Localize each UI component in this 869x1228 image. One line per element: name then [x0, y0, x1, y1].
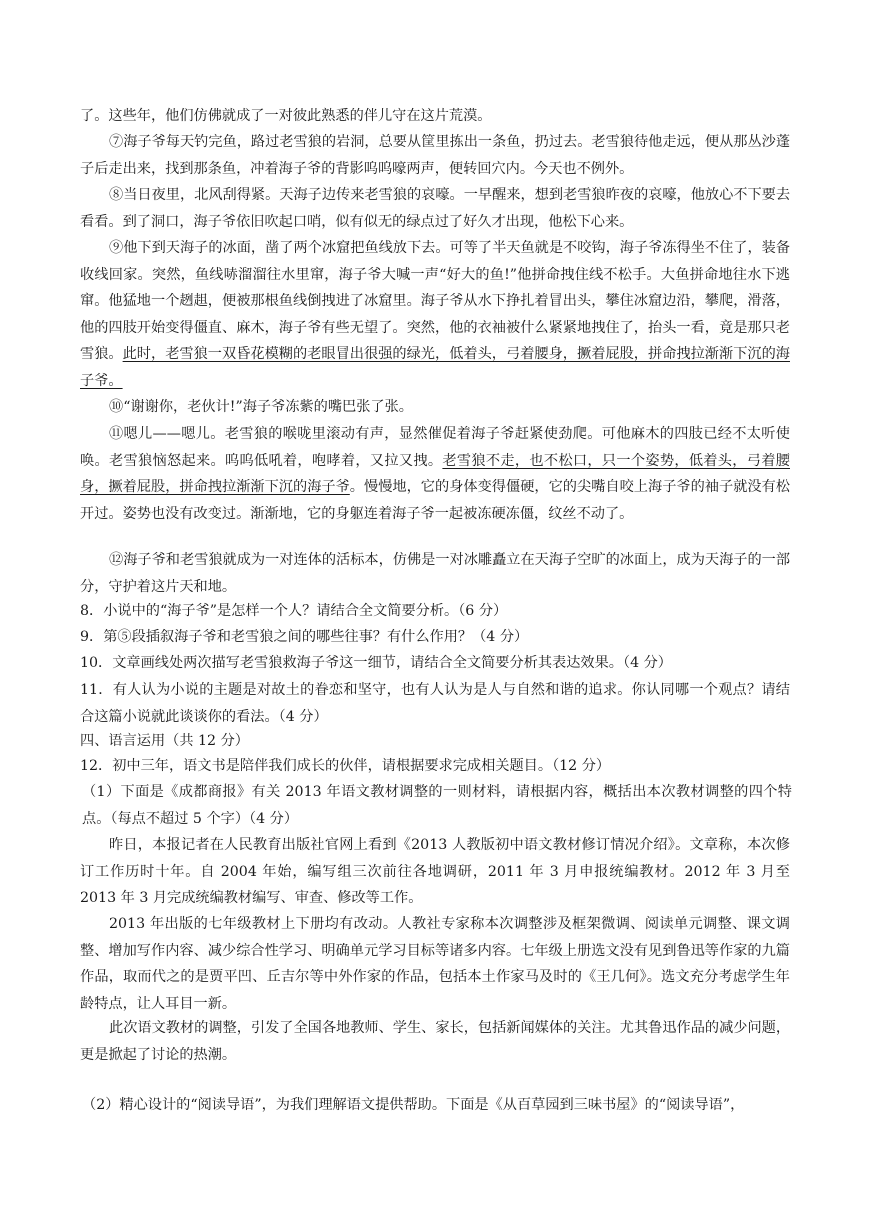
question-9: 9．第⑤段插叙海子爷和老雪狼之间的哪些往事？有什么作用？（4 分） — [80, 629, 529, 645]
story-paragraph-9-text: ⑨他下到天海子的冰面，凿了两个冰窟把鱼线放下去。可等了半天鱼就是不咬钩，海子爷冻得坐不住了，装备收线回家。突然，鱼线哧溜溜往水里窜，海子爷大喊一声“好大的鱼!”他拼命拽住线不松手。大鱼拼命地往水下逃窜。他猛地一个趔趄，便被那根鱼线倒拽进了冰窟里。海子爷从水下挣扎着冒出头，攀住冰窟边沿，攀爬，滑落，他的四肢开始变得僵直、麻木，海子爷有些无望了。突然，他的衣袖被什么紧紧地拽住了，抬头一看，竟是那只老雪狼。 — [80, 240, 791, 362]
material-paragraph-3: 此次语文教材的调整，引发了全国各地教师、学生、家长，包括新闻媒体的关注。尤其鲁迅作品的减少问题，更是掀起了讨论的热潮。 — [80, 1020, 791, 1063]
story-paragraph-11-text-b: 。慢慢地，它的身体变得僵硬，它的尖嘴自咬上海子爷的袖子就没有松开过。姿势也没有改变过。渐渐地，它的身躯连着海子爷一起被冻硬冻僵，纹丝不动了。 — [80, 479, 790, 522]
material-paragraph-2: 2013 年出版的七年级教材上下册均有改动。人教社专家称本次调整涉及框架微调、阅读单元调整、课文调整、增加写作内容、减少综合性学习、明确单元学习目标等诸多内容。七年级上册选文没有见到鲁迅等作家的九篇作品，取而代之的是贾平凹、丘吉尔等中外作家的作品，包括本土作家马及时的《王几何》。选文充分考虑学生年龄特点，让人耳目一新。 — [80, 916, 790, 1012]
underlined-rescue-description-1: 此时，老雪狼一双昏花模糊的老眼冒出很强的绿光，低着头，弓着腰身，撅着屁股，拼命拽拉渐渐下沉的海子爷。 — [80, 346, 790, 389]
story-paragraph-11 — [80, 421, 790, 527]
question-12-part-1: （1）下面是《成都商报》有关 2013 年语文教材调整的一则材料，请根据内容，概括出本次教材调整的四个特点。（每点不超过 5 个字）（4 分） — [82, 784, 792, 827]
underlined-rescue-description-2: 老雪狼不走，也不松口，只一个姿势，低着头，弓着腰身，撅着屁股，拼命拽拉渐渐下沉的海子爷 — [80, 452, 790, 495]
question-8: 8．小说中的“海子爷”是怎样一个人？请结合全文简要分析。（6 分） — [80, 603, 508, 619]
story-paragraph-12: ⑫海子爷和老雪狼就成为一对连体的活标本，仿佛是一对冰雕矗立在天海子空旷的冰面上，成为天海子的一部分，守护着这片天和地。 — [80, 552, 791, 595]
question-10: 10．文章画线处两次描写老雪狼救海子爷这一细节，请结合全文简要分析其表达效果。（4 分） — [80, 655, 672, 671]
section-4-heading: 四、语言运用（共 12 分） — [80, 733, 249, 749]
story-paragraph-continuation: 了。这些年，他们仿佛就成了一对彼此熟悉的伴儿守在这片荒漠。 — [80, 108, 492, 124]
question-12: 12．初中三年，语文书是陪伴我们成长的伙伴，请根据要求完成相关题目。（12 分） — [80, 758, 611, 774]
story-paragraph-10: ⑩“谢谢你，老伙计!”海子爷冻紫的嘴巴张了张。 — [109, 399, 413, 415]
question-12-part-2: （2）精心设计的“阅读导语”，为我们理解语文提供帮助。下面是《从百草园到三味书屋》的“阅读导语”， — [82, 1097, 745, 1113]
story-paragraph-7: ⑦海子爷每天钓完鱼，路过老雪狼的岩洞，总要从筐里拣出一条鱼，扔过去。老雪狼待他走远，便从那丛沙蓬子后走出来，找到那条鱼，冲着海子爷的背影呜呜嚎两声，便转回穴内。今天也不例外。 — [80, 134, 791, 177]
material-paragraph-1: 昨日，本报记者在人民教育出版社官网上看到《2013 人教版初中语文教材修订情况介绍》。文章称，本次修订工作历时十年。自 2004 年始，编写组三次前往各地调研，2011 年 3 月申报统编教材。2012 年 3 月至 2013 年 3 月完成统编教材编写、审查、修改等工作。 — [80, 837, 790, 906]
question-11: 11．有人认为小说的主题是对故土的眷恋和坚守，也有人认为是人与自然和谐的追求。你认同哪一个观点？请结合这篇小说就此谈谈你的看法。（4 分） — [80, 682, 790, 725]
story-paragraph-8: ⑧当日夜里，北风刮得紧。天海子边传来老雪狼的哀嚎。一早醒来，想到老雪狼昨夜的哀嚎，他放心不下要去看看。到了洞口，海子爷依旧吹起口哨，似有似无的绿点过了好久才出现，他松下心来。 — [80, 187, 791, 230]
story-paragraph-9 — [80, 235, 790, 394]
story-paragraph-11-text-a: ⑪嗯儿——嗯儿。老雪狼的喉咙里滚动有声，显然催促着海子爷赶紧使劲爬。可他麻木的四肢已经不太听使唤。老雪狼恼怒起来。呜呜低吼着，咆哮着，又拉又拽。 — [80, 426, 790, 469]
